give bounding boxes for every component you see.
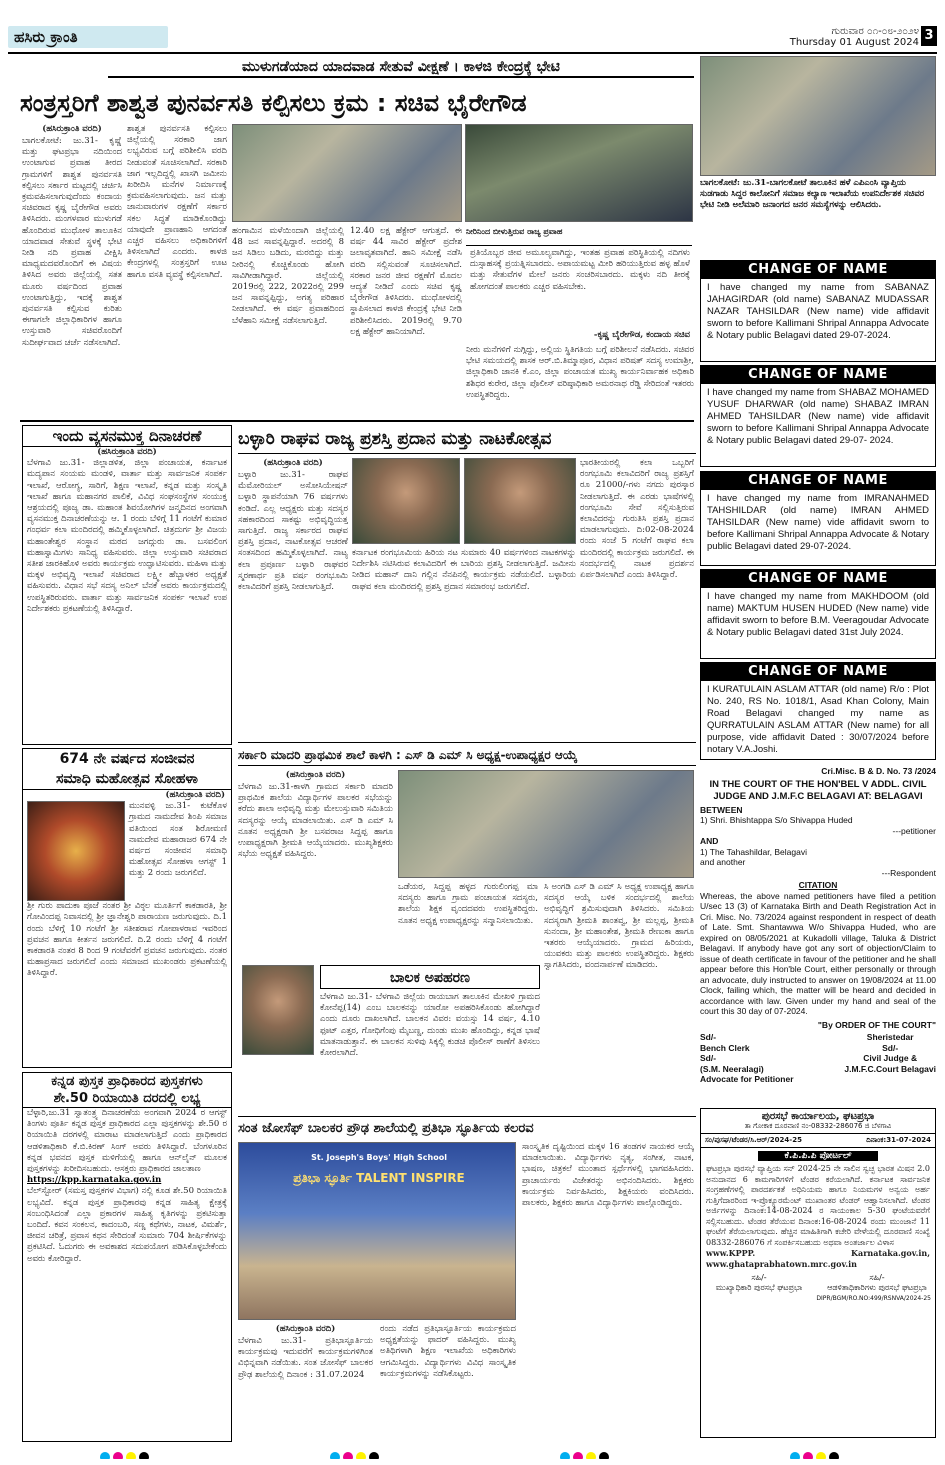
sidebox-signature: -ಕೃಷ್ಣ ಬೈರೇಗೌಡ, ಕಂದಾಯ ಸಚಿವ <box>593 330 690 340</box>
ad-head: CHANGE OF NAME <box>701 366 935 384</box>
tender-sign-right <box>827 1273 927 1293</box>
kidnap-photo <box>242 965 314 1055</box>
talent-col1: ಬೆಳಗಾವಿ ಜು.31- ಪ್ರತಿಭಾಸ್ಫೂರ್ತಿಯ ಕಾರ್ಯಕ್ರಮವು ಇದುವರೆಗೆ ಕಾರ್ಯಕ್ರಮಗಳಿಗಿಂತ ವಿಭಿನ್ನವಾಗಿ ನಡೆಯಿತು. ಸಂತ ಜೋಸೆಫ್ ಬಾಲಕರ ಪ್ರೌಢ ಶಾಲೆಯಲ್ಲಿ ದಿನಾಂಕ : 31.07.2024 <box>238 1336 373 1380</box>
lead-photo-2 <box>465 124 693 222</box>
kidnap-box <box>242 965 540 1060</box>
court-civil: Civil Judge & <box>863 1053 918 1063</box>
court-sd1: Sd/- <box>700 1032 717 1042</box>
addiction-dateline: (ಹಸಿರುಕ್ರಾಂತಿ ವರದಿ) <box>97 447 157 457</box>
kidnap-text: ಬೆಳಗಾವಿ ಜು.31- ಬೆಳಗಾವಿ ಜಿಲ್ಲೆಯ ರಾಯಬಾಗ ತಾಲೂಕಿನ ಮೇಖಳಿ ಗ್ರಾಮದ ಕೋನೆಪ್ಪ(14) ಎಂಬ ಬಾಲಕನನ್ನು ಯಾರೋ ಅಪಹರಿಸಿಕೊಂಡು ಹೋಗಿದ್ದಾರೆ ಎಂದು ದೂರು ದಾಖಲಾಗಿದೆ. ಬಾಲಕನ ವಿವರ: ವಯಸ್ಸು 14 ವರ್ಷ, 4.10 ಫೂಟ್ ಎತ್ತರ, ಗೋಧಿಗೆಂಪು ಮೈಬಣ್ಣ, ದುಂಡು ಮುಖ ಹೊಂದಿದ್ದು, ಕನ್ನಡ ಭಾಷೆ ಮಾತನಾಡುತ್ತಾನೆ. ಈ ಬಾಲಕನ ಸುಳಿವು ಸಿಕ್ಕಲ್ಲಿ ಕುಡಚಿ ಪೊಲೀಸ್ ಠಾಣೆಗೆ ತಿಳಿಸಲು ಕೋರಲಾಗಿದೆ. <box>320 992 540 1059</box>
tender-officer-left: ಮುಖ್ಯಾಧಿಕಾರಿ ಪುರಸಭೆ ಘಟಪ್ರಭಾ <box>715 1283 803 1292</box>
deity-photo <box>27 801 125 901</box>
court-clerk-name: (S.M. Neeralagi) <box>700 1063 764 1074</box>
court-sign-left <box>700 1032 794 1085</box>
cmyk-dot <box>139 1452 149 1459</box>
lead-col2: ಶಾಶ್ವತ ಪುನರ್ವಸತಿ ಕಲ್ಪಿಸಲು ಜಿಲ್ಲೆಯಲ್ಲಿ ಸರಕಾರಿ ಜಾಗ ಲಭ್ಯವಿರುವ ಬಗ್ಗೆ ಪರಿಶೀಲಿಸಿ ವರದಿ ನೀಡುವಂತೆ ಸೂಚಿಸಲಾಗಿದೆ. ಸರಕಾರಿ ಜಾಗ ಇಲ್ಲದಿದ್ದಲ್ಲಿ ಖಾಸಗಿ ಜಮೀನು ಖರೀದಿಸಿ ಮನೆಗಳ ನಿರ್ಮಾಣಕ್ಕೆ ಕ್ರಮವಹಿಸಲಾಗುವುದು. ಜನ ಮತ್ತು ಜಾನುವಾರುಗಳ ರಕ್ಷಣೆಗೆ ಸರ್ಕಾರ ಸಕಲ ಸಿದ್ಧತೆ ಮಾಡಿಕೊಂಡಿದ್ದು ಯಾವುದೇ ಪ್ರಾಣಹಾನಿ ಆಗದಂತೆ ಎಚ್ಚರ ವಹಿಸಲು ಅಧಿಕಾರಿಗಳಿಗೆ ತಿಳಿಸಲಾಗಿದೆ ಎಂದರು. ಕಾಳಜಿ ಕೇಂದ್ರಗಳಲ್ಲಿ ಸಂತ್ರಸ್ತರಿಗೆ ಊಟ ಹಾಗೂ ವಸತಿ ವ್ಯವಸ್ಥೆ ಕಲ್ಪಿಸಲಾಗಿದೆ. <box>127 124 227 280</box>
lead-photo-1 <box>232 124 462 222</box>
ad-body: I have changed my name from IMRANAHMED TAHSHILDAR (old name) IMRAN AHMED TAHSILDAR (New name) vide affidavit sworn to before Kallimani Shripal Annappa Advocate & Notary public Belagavi dated 29-07-2024. <box>707 493 929 552</box>
tender-sign-left <box>709 1273 809 1293</box>
court-citation: Whereas, the above named petitioners have filed a petition U/sec 13 (3) of Karnataka Birth and Death Registration Act in Cri. Misc. No. 73/2024 against respondent in respect of death of Late. Smt. Shantawwa W/o Shivappa Huded, who are expired on 08/05/2021 at Kukadolli village, Taluka & District Belagavi. If anybody have got any sort of objection/Claim to issue of death certificate in favour of the petitioner and he shall appear before this Hon'ble Court, either personally or through an advocate, duly instructed to answer on 19/08/2024 at 11.00 Clock, failing which, the matter will be heard and decided in accordance with law. Given under my hand and seal of the court this 30 day of 07-2024. <box>700 890 936 1016</box>
court-between: BETWEEN <box>700 804 743 815</box>
page-number: 3 <box>921 26 937 46</box>
cmyk-dot <box>126 1452 136 1459</box>
ad-head: CHANGE OF NAME <box>701 472 935 490</box>
masthead-title: ಹಸಿರು ಕ್ರಾಂತಿ <box>8 26 168 48</box>
court-sd2: Sd/- <box>700 1053 717 1063</box>
addiction-headline: ಇಂದು ವ್ಯಸನಮುಕ್ತ ದಿನಾಚರಣೆ <box>23 426 231 447</box>
talent-banner-2: ಪ್ರತಿಭಾ ಸ್ಫೂರ್ತಿ TALENT INSPIRE <box>293 1171 465 1185</box>
ad-body: I KURATULAIN ASLAM ATTAR (old name) R/o : Plot No. 240, RS No. 1018/1, Asad Khan Colony, Main Road Belagavi changed my name as QURRATULAIN ASLAM ATTAR (New name) for all purpose, vide affidavit Dated : 30/07/2024 before notary V.A.Joshi. <box>707 684 929 755</box>
court-petitioner: 1) Shri. Bhishtappa S/o Shivappa Huded <box>700 815 853 825</box>
court-petitioner-tag: ---petitioner <box>892 825 936 836</box>
addiction-text: ಬೆಳಗಾವಿ ಜು.31- ಜಿಲ್ಲಾಡಳಿತ, ಜಿಲ್ಲಾ ಪಂಚಾಯತ, ಕರ್ನಾಟಕ ಮದ್ಯಪಾನ ಸಂಯಮ ಮಂಡಳಿ, ವಾರ್ತಾ ಮತ್ತು ಸಾರ್ವಜನಿಕ ಸಂಪರ್ಕ ಇಲಾಖೆ, ಆರೋಗ್ಯ, ಸಾರಿಗೆ, ಶಿಕ್ಷಣ ಇಲಾಖೆ, ಕನ್ನಡ ಮತ್ತು ಸಂಸ್ಕೃತಿ ಇಲಾಖೆ ಹಾಗೂ ಮಹಾನಗರ ಪಾಲಿಕೆ, ವಿವಿಧ ಸಂಘಸಂಸ್ಥೆಗಳ ಸಂಯುಕ್ತ ಆಶ್ರಯದಲ್ಲಿ ಪೂಜ್ಯ ಡಾ. ಮಹಾಂತ ಶಿವಯೋಗಿಗಳ ಜನ್ಮದಿನದ ಅಂಗವಾಗಿ ವ್ಯಸನಮುಕ್ತ ದಿನಾಚರಣೆಯನ್ನು ಆ. 1 ರಂದು ಬೆಳಿಗ್ಗೆ 11 ಗಂಟೆಗೆ ಕುಮಾರ ಗಂಧರ್ವ ಕಲಾ ಮಂದಿರದಲ್ಲಿ ಹಮ್ಮಿಕೊಳ್ಳಲಾಗಿದೆ. ಚಿತ್ರದುರ್ಗ ಶ್ರೀ ವಿಜಯ ಮಹಾಂತೇಶ್ವರ ಸಂಸ್ಥಾನ ಮಠದ ಜಗದ್ಗುರು ಡಾ. ಬಸವಲಿಂಗ ಮಹಾಸ್ವಾಮಿಗಳು ಸಾನಿಧ್ಯ ವಹಿಸುವರು. ಜಿಲ್ಲಾ ಉಸ್ತುವಾರಿ ಸಚಿವರಾದ ಸತೀಶ ಜಾರಕಿಹೊಳಿ ಅವರು ಕಾರ್ಯಕ್ರಮ ಉದ್ಘಾಟಿಸುವರು. ಮಹಿಳಾ ಮತ್ತು ಮಕ್ಕಳ ಅಭಿವೃದ್ಧಿ ಇಲಾಖೆ ಸಚಿವರಾದ ಲಕ್ಷ್ಮೀ ಹೆಬ್ಬಾಳಕರ ಅಧ್ಯಕ್ಷತೆ ವಹಿಸುವರು. ವಿಧಾನ ಸಭೆ ಸದಸ್ಯ ಅನಿಲ್ ಬೆನಕೆ ಅವರು ಕಾರ್ಯಕ್ರಮದಲ್ಲಿ ಉಪಸ್ಥಿತರಿರುವರು. ವಾರ್ತಾ ಮತ್ತು ಸಾರ್ವಜನಿಕ ಸಂಪರ್ಕ ಇಲಾಖೆ ಉಪ ನಿರ್ದೇಶಕರು ಪ್ರಕಟಣೆಯಲ್ಲಿ ತಿಳಿಸಿದ್ದಾರೆ. <box>27 458 227 614</box>
court-respondent-tag: ---Respondent <box>881 867 936 878</box>
ad-change-of-name-2 <box>700 365 936 467</box>
ad-head: CHANGE OF NAME <box>701 663 935 681</box>
ad-body: I have changed my name from MAKHDOOM (old name) MAKTUM HUSEN HUDED (New name) vide affidavit sworn to before B.M. Veeragoudar Advocate & Notary public Belagavi dated 31st July 2024. <box>707 591 929 638</box>
books-text: ಬೆಳ್ಳಾರಿ,ಜು.31 ಸ್ವಾತಂತ್ರ್ಯ ದಿನಾಚರಣೆಯ ಅಂಗವಾಗಿ 2024 ರ ಆಗಸ್ಟ್ ತಿಂಗಳು ಪೂರ್ತಿ ಕನ್ನಡ ಪುಸ್ತಕ ಪ್ರಾಧಿಕಾರದ ಎಲ್ಲಾ ಪುಸ್ತಕಗಳನ್ನು ಶೇ.50 ರ ರಿಯಾಯಿತಿ ದರಗಳಲ್ಲಿ ಮಾರಾಟ ಮಾಡಲಾಗುತ್ತಿದೆ ಎಂದು ಪ್ರಾಧಿಕಾರದ ಆಡಳಿತಾಧಿಕಾರಿ ಕೆ.ಬಿ.ಕಿರಣ್ ಸಿಂಗ್ ಅವರು ತಿಳಿಸಿದ್ದಾರೆ. ಬೆಂಗಳೂರಿನ ಕನ್ನಡ ಭವನದ ಪುಸ್ತಕ ಮಳಿಗೆಯಲ್ಲಿ ಹಾಗೂ ಆನ್‌ಲೈನ್ ಮೂಲಕ ಪುಸ್ತಕಗಳನ್ನು ಖರೀದಿಸಬಹುದು. ಆಸಕ್ತರು ಪ್ರಾಧಿಕಾರದ ಜಾಲತಾಣ <box>27 1108 227 1175</box>
award-col1: ಬಳ್ಳಾರಿ ಜು.31- ರಾಘವ ಮೆಮೋರಿಯಲ್ ಅಸೋಸಿಯೇಷನ್ ಬಳ್ಳಾರಿ ಸ್ಥಾಪನೆಯಾಗಿ 76 ವರ್ಷಗಳು ಕಂಡಿದೆ. ಎಲ್ಲ ಆಧ್ಯಕ್ಷರು ಮತ್ತು ಸದಸ್ಯರ ಸಹಕಾರದಿಂದ ಸಾಕಷ್ಟು ಅಭಿವೃದ್ಧಿಯತ್ತ ಸಾಗುತ್ತಿದೆ. ರಾಜ್ಯ ಸರ್ಕಾರದ ರಾಘವ ಪ್ರಶಸ್ತಿ ಪ್ರದಾನ, ನಾಟಕೋತ್ಸವ ಆಚರಣೆ ಸಂತಸದಿಂದ ಹಮ್ಮಿಕೊಳ್ಳಲಾಗಿದೆ. ನಾಟ್ಯ ಕಲಾ ಪ್ರಪೂರ್ಣ ಬಳ್ಳಾರಿ ರಾಘವರ ಸ್ಮರಣಾರ್ಥ ಪ್ರತಿ ವರ್ಷ ರಂಗಭೂಮಿ ಕಲಾವಿದರಿಗೆ ಪ್ರಶಸ್ತಿ ನೀಡಲಾಗುತ್ತಿದೆ. <box>238 470 348 593</box>
talent-col3: ಸಾಂಸ್ಕೃತಿಕ ದೃಷ್ಟಿಯಿಂದ ಮಕ್ಕಳ 16 ತಂಡಗಳ ನಾಯಕರ ಆಯ್ಕೆ ಮಾಡಲಾಯಿತು. ವಿದ್ಯಾರ್ಥಿಗಳು ನೃತ್ಯ, ಸಂಗೀತ, ನಾಟಕ, ಭಾಷಣ, ಚಿತ್ರಕಲೆ ಮುಂತಾದ ಸ್ಪರ್ಧೆಗಳಲ್ಲಿ ಭಾಗವಹಿಸಿದರು. ಪ್ರಾಚಾರ್ಯರು ವಿಜೇತರನ್ನು ಅಭಿನಂದಿಸಿದರು. ಶಿಕ್ಷಕರು ಕಾರ್ಯಕ್ರಮ ನಿರ್ವಹಿಸಿದರು, ಶಿಕ್ಷಕಿಯರು ವಂದಿಸಿದರು. ಪಾಲಕರು, ಶಿಕ್ಷಕರು ಹಾಗೂ ವಿದ್ಯಾರ್ಥಿಗಳು ಪಾಲ್ಗೊಂಡಿದ್ದರು. <box>522 1142 694 1209</box>
tender-office: ಪುರಸಭೆ ಕಾರ್ಯಾಲಯ, ಘಟಪ್ರಭಾ <box>761 1111 875 1122</box>
tender-web: www.KPPP. Karnataka.gov.in, www.ghataprabhatown.mrc.gov.in <box>706 1248 930 1269</box>
sidebox-text: ಪ್ರತಿಯೊಬ್ಬರ ಜೀವ ಅಮೂಲ್ಯವಾಗಿದ್ದು, ಇಂತಹ ಪ್ರವಾಹ ಪರಿಸ್ಥಿತಿಯಲ್ಲಿ ನದಿಗಳು ದುಸ್ಸಾಹಸಕ್ಕೆ ಪ್ರಯತ್ನಿಸಬಾರದು. ಅಪಾಯಮಟ್ಟ ಮೀರಿ ಹರಿಯುತ್ತಿರುವ ಹಳ್ಳ ಹೊಳೆ ಮತ್ತು ಸೇತುವೆಗಳ ಮೇಲೆ ಜನರು ಸಂಚರಿಸಬಾರದು. ಮಕ್ಕಳು ನದಿ ತೀರಕ್ಕೆ ಹೋಗದಂತೆ ಪಾಲಕರು ಎಚ್ಚರ ವಹಿಸಬೇಕು. <box>470 248 690 292</box>
tender-sd-left: ಸಹಿ/- <box>751 1273 767 1282</box>
tender-sign-row <box>701 1269 935 1293</box>
samadhi-headline-2: ಸಮಾಧಿ ಮಹೋತ್ಸವ ಸೋಹಳಾ <box>23 769 231 790</box>
tender-body: ಘಟಪ್ರಭಾ ಪುರಸಭೆ ವ್ಯಾಪ್ತಿಯ ಸನ್ 2024-25 ನೇ ಸಾಲಿನ ಸ್ವಚ್ಛ ಭಾರತ ಮಿಷನ 2.0 ಅನುದಾನದ 6 ಕಾಮಗಾರಿಗಳಿಗೆ ಟೆಂಡರ ಕರೆಯಲಾಗಿದೆ. ಕರ್ನಾಟಕ ಸಾರ್ವಜನಿಕ ಸಂಗ್ರಹಣೆಗಳಲ್ಲಿ ಪಾರದರ್ಶಕತೆ ಅಧಿನಿಯಮ ಹಾಗೂ ನಿಯಮಗಳ ಅನ್ವಯ ಅರ್ಹ ಗುತ್ತಿಗೆದಾರರಿಂದ ಇ-ಪ್ರೊಕ್ಯೂರಮೆಂಟ್ ಮುಖಾಂತರ ಟೆಂಡರ್ ಆಹ್ವಾನಿಸಲಾಗಿದೆ. ಟೆಂಡರ ಅರ್ಜಿಗಳನ್ನು ದಿನಾಂಕ:14-08-2024 ರ ಸಾಯಂಕಾಲ 5-30 ಘಂಟೆಯವರೆಗೆ ಸಲ್ಲಿಸಬಹುದು. ಟೆಂಡರ ತೆರೆಯುವ ದಿನಾಂಕ:16-08-2024 ರಂದು ಮುಂಜಾನೆ 11 ಘಂಟೆಗೆ ತೆರೆಯಲಾಗುವುದು. ಹೆಚ್ಚಿನ ಮಾಹಿತಿಗಾಗಿ ಕಚೇರಿ ವೇಳೆಯಲ್ಲಿ ದೂರವಾಣಿ ಸಂಖ್ಯೆ 08332-286076 ಗೆ ಸಂಪರ್ಕಿಸಬಹುದು ಅಥವಾ ಅಂತರ್ಜಾಲ ವಿಳಾಸ <box>706 1164 930 1247</box>
award-photo-2 <box>464 458 576 544</box>
books-headline-2: ಶೇ.50 ರಿಯಾಯಿತಿ ದರದಲ್ಲಿ ಲಭ್ಯ <box>23 1090 231 1108</box>
school-photo <box>398 770 694 878</box>
award-col2: ಕರ್ನಾಟಕ ರಂಗಭೂಮಿಯ ಹಿರಿಯ ನಟ ಸುಮಾರು 40 ವರ್ಷಗಳಿಂದ ನಾಟಕಗಳನ್ನು ನಿರ್ದೇಶಿಸಿ ನಟಿಸಿರುವ ಕಲಾವಿದರಿಗೆ ಈ ಬಾರಿಯ ಪ್ರಶಸ್ತಿ ನೀಡಲಾಗುತ್ತಿದೆ. ಜಮೀನು ನೀಡಿದ ಮಹಾನ್ ದಾನಿ ಗಲ್ಲಿನ ನೆನಪಿನಲ್ಲಿ ಕಾರ್ಯಕ್ರಮ ನಡೆಯಲಿದೆ. ಬಳ್ಳಾರಿಯ ರಾಘವ ಕಲಾ ಮಂದಿರದಲ್ಲಿ ಪ್ರಶಸ್ತಿ ಪ್ರದಾನ ಸಮಾರಂಭ ಜರುಗಲಿದೆ. <box>352 548 576 592</box>
talent-headline: ಸಂತ ಜೋಸೆಫ್ ಬಾಲಕರ ಪ್ರೌಢ ಶಾಲೆಯಲ್ಲಿ ಪ್ರತಿಭಾ ಸ್ಫೂರ್ತಿಯ ಕಲರವ <box>238 1116 696 1140</box>
ad-head: CHANGE OF NAME <box>701 570 935 588</box>
court-sd3: Sd/- <box>882 1042 899 1053</box>
cmyk-dot <box>100 1452 110 1459</box>
award-dateline: (ಹಸಿರುಕ್ರಾಂತಿ ವರದಿ) <box>263 458 323 468</box>
books-headline-1: ಕನ್ನಡ ಪುಸ್ತಕ ಪ್ರಾಧಿಕಾರದ ಪುಸ್ತಕಗಳು <box>51 1074 203 1089</box>
school-col2: ಒಡೆಯರ, ಸಿದ್ದಪ್ಪ ಹಳ್ಳದ ಗುರುಲಿಂಗಪ್ಪ ಮಾ ಸದಸ್ಯರು ಹಾಗೂ ಗ್ರಾಮ ಪಂಚಾಯತ ಸದಸ್ಯರು, ಶಾಲೆಯ ಶಿಕ್ಷಕ ವೃಂದದವರು ಉಪಸ್ಥಿತರಿದ್ದರು. ನೂತನ ಅಧ್ಯಕ್ಷ ಉಪಾಧ್ಯಕ್ಷರನ್ನು ಸನ್ಮಾನಿಸಲಾಯಿತು. <box>398 882 538 926</box>
tender-title: ಕೆ.ಪಿ.ಪಿ.ಪಿ ಪೋರ್ಟಲ್ <box>758 1151 878 1161</box>
colony-photo <box>700 56 936 176</box>
lead-headline: ಸಂತ್ರಸ್ತರಿಗೆ ಶಾಶ್ವತ ಪುನರ್ವಸತಿ ಕಲ್ಪಿಸಲು ಕ್ರಮ : ಸಚಿವ ಭೈರೇಗೌಡ <box>20 89 527 117</box>
ad-body: I have changed my name from SABANAZ JAHAGIRDAR (old name) SABANAZ MUDASSAR NAZAR TAHSILDAR (New name) vide affidavit sworn to before Kallimani Shripal Annappa Advocate & Notary public Belagavi dated 29-07-2024. <box>707 282 929 341</box>
tender-ref-row <box>701 1134 935 1148</box>
lead-col5: ನೀರು ಮನೆಗಳಿಗೆ ನುಗ್ಗಿದ್ದು, ಅಲ್ಲಿಯ ಸ್ಥಿತಿಗತಿಯ ಬಗ್ಗೆ ಪರಿಶೀಲನೆ ನಡೆಸಿದರು. ಸಚಿವರ ಭೇಟಿ ಸಮಯದಲ್ಲಿ ಶಾಸಕ ಆರ್.ಬಿ.ತಿಮ್ಮಾಪೂರ, ವಿಧಾನ ಪರಿಷತ್ ಸದಸ್ಯ ಉಮಾಶ್ರೀ, ಜಿಲ್ಲಾಧಿಕಾರಿ ಜಾನಕಿ ಕೆ.ಎಂ, ಜಿಲ್ಲಾ ಪಂಚಾಯತ ಮುಖ್ಯ ಕಾರ್ಯನಿರ್ವಾಹಕ ಅಧಿಕಾರಿ ಶಶಿಧರ ಕುರೇರ, ಜಿಲ್ಲಾ ಪೊಲೀಸ್ ವರಿಷ್ಠಾಧಿಕಾರಿ ಅಮರನಾಥ ರೆಡ್ಡಿ ಸೇರಿದಂತೆ ಇತರರು ಉಪಸ್ಥಿತರಿದ್ದರು. <box>466 345 694 400</box>
cmyk-dot <box>113 1452 123 1459</box>
court-case-no: Cri.Misc. B & D. No. 73 /2024 <box>821 766 936 776</box>
court-citation-head: CITATION <box>798 880 838 890</box>
tender-ref-small: DIPR/BGM/RO.NO:499/RSNVA/2024-25 <box>816 1295 931 1302</box>
samadhi-dateline: (ಹಸಿರುಕ್ರಾಂತಿ ವರದಿ) <box>165 790 225 800</box>
lead-col1: ಬಾಗಲಕೋಟೆ: ಜು.31- ಕೃಷ್ಣೆ ಮತ್ತು ಘಟಪ್ರಭಾ ನದಿಯಿಂದ ಉಂಟಾಗುವ ಪ್ರವಾಹ ತೀರದ ಗ್ರಾಮಗಳಿಗೆ ಶಾಶ್ವತ ಪುನರ್ವಸತಿ ಕಲ್ಪಿಸಲು ಸರ್ಕಾರ ಮಟ್ಟದಲ್ಲಿ ಚರ್ಚಿಸಿ ಕ್ರಮವಹಿಸಲಾಗುವುದೆಂದು ಕಂದಾಯ ಸಚಿವರಾದ ಕೃಷ್ಣ ಬೈರೇಗೌಡ ಅವರು ತಿಳಿಸಿದರು. ಮಂಗಳವಾರ ಮುಳುಗಡೆ ಹೊಂದಿರುವ ಮುಧೋಳ ತಾಲೂಕಿನ ಯಾದವಾಡ ಸೇತುವೆ ಸ್ಥಳಕ್ಕೆ ಭೇಟಿ ನೀಡಿ ನದಿ ಪ್ರವಾಹ ವೀಕ್ಷಿಸಿ ಮಾಧ್ಯಮದವರೊಂದಿಗೆ ಈ ವಿಷಯ ತಿಳಿಸಿದ ಅವರು ಜಿಲ್ಲೆಯಲ್ಲಿ ಸತತ ಮೂರು ವರ್ಷದಿಂದ ಪ್ರವಾಹ ಉಂಟಾಗುತ್ತಿದ್ದು, ಇದಕ್ಕೆ ಶಾಶ್ವತ ಪುನರ್ವಸತಿ ಕಲ್ಪಿಸುವ ಕುರಿತು ಈಗಾಗಲೇ ಜಿಲ್ಲಾಧಿಕಾರಿಗಳ ಹಾಗೂ ಉಸ್ತುವಾರಿ ಸಚಿವರೊಂದಿಗೆ ಸುದೀರ್ಘವಾದ ಚರ್ಚೆ ನಡೆಸಲಾಗಿದೆ. <box>22 136 122 348</box>
date-kannada: ಗುರುವಾರ ೦೧-೦೮-೨೦೨೪ <box>831 26 919 37</box>
court-sign-row <box>700 1032 936 1085</box>
award-headline: ಬಳ್ಳಾರಿ ರಾಘವ ರಾಜ್ಯ ಪ್ರಶಸ್ತಿ ಪ್ರದಾನ ಮತ್ತು ನಾಟಕೋತ್ಸವ <box>238 424 696 454</box>
school-dateline: (ಹಸಿರುಕ್ರಾಂತಿ ವರದಿ) <box>285 770 346 780</box>
samadhi-text: ಶ್ರೀ ಗುರು ಪಾದುಕಾ ಪೂಜೆ ನಂತರ ಶ್ರೀ ವಿಠ್ಠಲ ಮೂರ್ತಿಗೆ ಕಾಕಡಾರತಿ, ಶ್ರೀ ಗೋವಿಂದಪ್ಪ ನಿವಾಸದಲ್ಲಿ ಶ್ರೀ ಜ್ಞಾನೇಶ್ವರಿ ಪಾರಾಯಣ ಜರುಗುವುದು. ದಿ.1 ರಂದು ಬೆಳಿಗ್ಗೆ 10 ಗಂಟೆಗೆ ಶ್ರೀ ಸತೀಶರಾವ ಗೋಪಾಳರಾವ ಇವರಿಂದ ಪ್ರವಚನ ಹಾಗೂ ಕೀರ್ತನ ಜರುಗಲಿದೆ. ದಿ.2 ರಂದು ಬೆಳಿಗ್ಗೆ 4 ಗಂಟೆಗೆ ಕಾಕಡಾರತಿ ನಂತರ 8 ರಿಂದ 9 ಗಂಟೆವರೆಗೆ ಪ್ರವಚನ ಜರುಗುವುದು. ನಂತರ ಮಹಾಪ್ರಸಾದ ಜರುಗಲಿದೆ ಎಂದು ಸಮಾಜದ ಮುಖಂಡರು ಪ್ರಕಟಣೆಯಲ್ಲಿ ತಿಳಿಸಿದ್ದಾರೆ. <box>27 901 227 979</box>
cmyk-dot <box>790 1452 800 1459</box>
court-order: "By ORDER OF THE COURT" <box>817 1019 936 1030</box>
cmyk-marks-right <box>790 1447 850 1459</box>
addiction-box <box>22 425 232 745</box>
cmyk-marks-center <box>330 1447 390 1459</box>
books-link[interactable]: https://kpp.karnataka.gov.in <box>27 1175 162 1186</box>
lead-col3: ಹಂಗಾಮಿನ ಮಳೆಯಿಂದಾಗಿ ಜಿಲ್ಲೆಯಲ್ಲಿ 48 ಜನ ಸಾವನ್ನಪ್ಪಿದ್ದಾರೆ. ಅದರಲ್ಲಿ 8 ಜನ ಸಿಡಿಲು ಬಡಿದು, ಮರಬಿದ್ದು ಮತ್ತು ನೀರಿನಲ್ಲಿ ಕೊಚ್ಚಿಕೊಂಡು ಹೋಗಿ ಸಾವಿಗೀಡಾಗಿದ್ದಾರೆ. ಜಿಲ್ಲೆಯಲ್ಲಿ 2019ರಲ್ಲಿ 222, 2022ರಲ್ಲಿ 299 ಜನ ಸಾವನ್ನಪ್ಪಿದ್ದು, ಅಗತ್ಯ ಪರಿಹಾರ ನೀಡಲಾಗಿದೆ. ಈ ವರ್ಷ ಪ್ರವಾಹದಿಂದ ಬೆಳೆಹಾನಿ ಸಮೀಕ್ಷೆ ನಡೆಸಲಾಗುತ್ತಿದೆ. <box>232 226 344 326</box>
court-respondent: 1) The Tahashildar, Belagavi and another <box>700 846 807 867</box>
tender-date: ದಿನಾಂಕ:31-07-2024 <box>866 1136 931 1144</box>
talent-photo <box>238 1142 516 1320</box>
cmyk-dot <box>369 1452 379 1459</box>
talent-banner: St. Joseph's Boys' High School <box>311 1153 447 1162</box>
books-box <box>22 1072 232 1442</box>
tender-sd-right: ಸಹಿ/- <box>869 1273 885 1282</box>
court-and: AND <box>700 836 719 846</box>
cmyk-dot <box>586 1452 596 1459</box>
cmyk-dot <box>343 1452 353 1459</box>
date-english: Thursday 01 August 2024 <box>789 37 919 48</box>
cmyk-dot <box>356 1452 366 1459</box>
ad-body: I have changed my name from SHABAZ MOHAMED YUSUF DHARWAR (old name) SHABAZ IMRAN AHMED TAHSILDAR (New name) vide affidavit sworn to before Kallimani Shripal Annappa Advocate & Notary public Belagavi dated 29-07- 2024. <box>707 387 929 446</box>
tender-sub: ತಾ ಗೋಕಾಕ ದೂರವಾಣಿ ನಂ-08332-286076 ಜಿ ಬೆಳಗಾವಿ <box>701 1122 935 1134</box>
award-col3: ಭಾರತೀಯರಲ್ಲಿ ಕಲಾ ಒಬ್ಬರಿಗೆ ರಂಗಭೂಮಿ ಕಲಾವಿದರಿಗೆ ರಾಜ್ಯ ಪ್ರಶಸ್ತಿಗೆ ರೂ 21000/-ಗಳು ನಗದು ಪುರಸ್ಕಾರ ನೀಡಲಾಗುತ್ತಿದೆ. ಈ ಎರಡು ಭಾಷೆಗಳಲ್ಲಿ ರಂಗಭೂಮಿ ಸೇವೆ ಸಲ್ಲಿಸುತ್ತಿರುವ ಕಲಾವಿದರನ್ನು ಗುರುತಿಸಿ ಪ್ರಶಸ್ತಿ ಪ್ರದಾನ ಮಾಡಲಾಗುವುದು. ದಿ:02-08-2024 ರಂದು ಸಂಜೆ 5 ಗಂಟೆಗೆ ರಾಘವ ಕಲಾ ಮಂದಿರದಲ್ಲಿ ಕಾರ್ಯಕ್ರಮ ಜರುಗಲಿದೆ. ಈ ಸಂದರ್ಭದಲ್ಲಿ ನಾಟಕ ಪ್ರದರ್ಶನ ಏರ್ಪಡಿಸಲಾಗಿದೆ ಎಂದು ತಿಳಿಸಿದ್ದಾರೆ. <box>580 458 694 581</box>
cmyk-marks-left <box>100 1447 160 1459</box>
talent-col2: ರಂದು ನಡೆದ ಪ್ರತಿಭಾಸ್ಫೂರ್ತಿಯ ಕಾರ್ಯಕ್ರಮದ ಅಧ್ಯಕ್ಷತೆಯನ್ನು ಫಾದರ್ ವಹಿಸಿದ್ದರು. ಮುಖ್ಯ ಅತಿಥಿಗಳಾಗಿ ಶಿಕ್ಷಣ ಇಲಾಖೆಯ ಅಧಿಕಾರಿಗಳು ಆಗಮಿಸಿದ್ದರು. ವಿದ್ಯಾರ್ಥಿಗಳು ವಿವಿಧ ಸಾಂಸ್ಕೃತಿಕ ಕಾರ್ಯಕ್ರಮಗಳನ್ನು ನಡೆಸಿಕೊಟ್ಟರು. <box>380 1324 516 1379</box>
ad-change-of-name-5 <box>700 662 936 760</box>
masthead-date <box>719 26 919 48</box>
ad-change-of-name-3 <box>700 471 936 566</box>
colony-photo-caption: ಬಾಗಲಕೋಟೆ: ಜು.31-ಬಾಗಲಕೋಟೆ ತಾಲೂಕಿನ ಹಳೆ ಎಪಿಎಂಸಿ ವ್ಯಾಪ್ತಿಯ ಸುಡಗಾಡು ಸಿದ್ದರ ಕಾಲೋನಿಗೆ ಸಮಾಜ ಕಲ್ಯಾಣ ಇಲಾಖೆಯ ಉಪನಿರ್ದೇಶಕ ಸಚಿವರ ಭೇಟಿ ನೀಡಿ ಅಲೆಮಾರಿ ಜನಾಂಗದ ಜನರ ಸಮಸ್ಯೆಗಳನ್ನು ಆಲಿಸಿದರು. <box>700 178 925 210</box>
ad-change-of-name-4 <box>700 569 936 659</box>
ad-change-of-name-1 <box>700 260 936 362</box>
cmyk-dot <box>816 1452 826 1459</box>
ad-head: CHANGE OF NAME <box>701 261 935 279</box>
cmyk-dot <box>560 1452 570 1459</box>
samadhi-top-row <box>23 801 231 901</box>
court-title: IN THE COURT OF THE HON'BEL V ADDL. CIVIL JUDGE AND J.M.F.C BELAGAVI AT: BELAGAVI <box>709 778 927 802</box>
lead-divider <box>20 420 694 422</box>
sidebox-head-wrap <box>466 226 692 246</box>
court-notice <box>700 766 936 1096</box>
lead-kicker: ಮುಳುಗಡೆಯಾದ ಯಾದವಾಡ ಸೇತುವೆ ವೀಕ್ಷಣೆ । ಕಾಳಜಿ ಕೇಂದ್ರಕ್ಕೆ ಭೇಟಿ <box>108 56 694 78</box>
court-sign-right <box>844 1032 936 1085</box>
court-bench: Bench Clerk <box>700 1042 750 1053</box>
court-jmfc: J.M.F.C.Court Belagavi <box>844 1063 936 1074</box>
cmyk-dot <box>573 1452 583 1459</box>
lead-dateline: (ಹಸಿರುಕ್ರಾಂತಿ ವರದಿ) <box>42 124 102 134</box>
talent-dateline: (ಹಸಿರುಕ್ರಾಂತಿ ವರದಿ) <box>275 1324 336 1334</box>
tender-officer-right: ಆಡಳಿತಾಧಿಕಾರಿಗಳು ಪುರಸಭೆ ಘಟಪ್ರಭಾ <box>827 1283 927 1292</box>
cmyk-dot <box>829 1452 839 1459</box>
school-col1: ಬೆಳಗಾವಿ ಜು.31-ಕಾಳಗಿ ಗ್ರಾಮದ ಸರ್ಕಾರಿ ಮಾದರಿ ಪ್ರಾಥಮಿಕ ಶಾಲೆಯ ವಿದ್ಯಾರ್ಥಿಗಳ ಪಾಲಕರ ಸಭೆಯನ್ನು ಕರೆದು ಶಾಲಾ ಅಭಿವೃದ್ಧಿ ಮತ್ತು ಮೇಲುಸ್ತುವಾರಿ ಸಮಿತಿಯ ಸದಸ್ಯರನ್ನು ಆಯ್ಕೆ ಮಾಡಲಾಯಿತು. ಎಸ್ ಡಿ ಎಮ್ ಸಿ ನೂತನ ಅಧ್ಯಕ್ಷರಾಗಿ ಶ್ರೀ ಬಸವರಾಜ ಸಿದ್ದಪ್ಪ ಹಾಗೂ ಉಪಾಧ್ಯಕ್ಷರಾಗಿ ಶ್ರೀಮತಿ ಆಯ್ಕೆಯಾದರು. ಮುಖ್ಯಶಿಕ್ಷಕರು ಸಭೆಯ ಅಧ್ಯಕ್ಷತೆ ವಹಿಸಿದ್ದರು. <box>238 782 393 860</box>
school-col3: ಸಿ ಅಂಗಡಿ ಎಸ್ ಡಿ ಎಮ್ ಸಿ ಅಧ್ಯಕ್ಷ ಉಪಾಧ್ಯಕ್ಷ ಹಾಗೂ ಸದಸ್ಯರ ಆಯ್ಕೆ ಬಳಿಕ ಸಂದರ್ಭದಲ್ಲಿ ಶಾಲೆಯ ಅಭಿವೃದ್ಧಿಗೆ ಶ್ರಮಿಸುವುದಾಗಿ ತಿಳಿಸಿದರು. ಸಮಿತಿಯ ಸದಸ್ಯರಾಗಿ ಶ್ರೀಮತಿ ಶಾಂತವ್ವ, ಶ್ರೀ ಮಲ್ಲಪ್ಪ, ಶ್ರೀಮತಿ ಸುನಂದಾ, ಶ್ರೀ ಮಹಾಂತೇಶ, ಶ್ರೀಮತಿ ರೇಣುಕಾ ಹಾಗೂ ಇತರರು ಆಯ್ಕೆಯಾದರು. ಗ್ರಾಮದ ಹಿರಿಯರು, ಯುವಕರು ಮತ್ತು ಪಾಲಕರು ಉಪಸ್ಥಿತರಿದ್ದರು. ಶಿಕ್ಷಕರು ಸ್ವಾಗತಿಸಿದರು, ವಂದನಾರ್ಪಣೆ ಮಾಡಿದರು. <box>544 882 694 971</box>
court-sheristedar: Sheristedar <box>866 1032 914 1042</box>
cmyk-dot <box>330 1452 340 1459</box>
tender-ref: ಸಂ/ಪುಸಘ/ಟೆಂಡರ/ಸಿ.ಆರ್/2024-25 <box>705 1136 802 1144</box>
kidnap-headline: ಬಾಲಕ ಅಪಹರಣ <box>320 965 540 989</box>
cmyk-marks-center-right <box>560 1447 620 1459</box>
school-headline: ಸರ್ಕಾರಿ ಮಾದರಿ ಪ್ರಾಥಮಿಕ ಶಾಲೆ ಕಾಳಗಿ : ಎಸ್ ಡಿ ಎಮ್ ಸಿ ಅಧ್ಯಕ್ಷ-ಉಪಾಧ್ಯಕ್ಷರ ಆಯ್ಕೆ <box>238 742 696 766</box>
tender-notice <box>700 1108 936 1438</box>
samadhi-text-side: ಮುನವಳ್ಳಿ ಜು.31- ಕುಟೆಕೊಳ ಗ್ರಾಮದ ನಾಮದೇವ ಶಿಂಪಿ ಸಮಾಜ ವತಿಯಿಂದ ಸಂತ ಶಿರೋಮಣಿ ನಾಮದೇವ ಮಹಾರಾಜರ 674 ನೇ ವರ್ಷದ ಸಂಜೀವನ ಸಮಾಧಿ ಮಹೋತ್ಸವ ಸೋಹಳಾ ಆಗಸ್ಟ್ 1 ಮತ್ತು 2 ರಂದು ಜರುಗಲಿದೆ. <box>129 801 227 879</box>
sidebox-head: ನೀರಿನಿಂದ ಬೀಳುತ್ತಿರುವ ರಾಜ್ಯ ಪ್ರವಾಹ <box>466 226 563 236</box>
samadhi-box <box>22 748 232 1068</box>
cmyk-dot <box>599 1452 609 1459</box>
lead-col4: 12.40 ಲಕ್ಷ ಹೆಕ್ಟೇರ್ ಆಗುತ್ತದೆ. ಈ ವರ್ಷ 44 ಸಾವಿರ ಹೆಕ್ಟೇರ್ ಪ್ರದೇಶ ಜಲಾವೃತವಾಗಿದೆ. ಹಾನಿ ಸಮೀಕ್ಷೆ ನಡೆಸಿ ವರದಿ ಸಲ್ಲಿಸುವಂತೆ ಸೂಚಿಸಲಾಗಿದೆ. ಸರಕಾರ ಜನರ ಜೀವ ರಕ್ಷಣೆಗೆ ಮೊದಲ ಆದ್ಯತೆ ನೀಡಿದೆ ಎಂದು ಸಚಿವ ಕೃಷ್ಣ ಬೈರೇಗೌಡ ತಿಳಿಸಿದರು. ಮುಧೋಳದಲ್ಲಿ ಸ್ಥಾಪಿಸಲಾದ ಕಾಳಜಿ ಕೇಂದ್ರಕ್ಕೆ ಭೇಟಿ ನೀಡಿ ಪರಿಶೀಲಿಸಿದರು. 2019ರಲ್ಲಿ 9.70 ಲಕ್ಷ ಹೆಕ್ಟೇರ್ ಹಾನಿಯಾಗಿದೆ. <box>350 226 462 337</box>
award-photo-1 <box>352 458 460 544</box>
court-advocate: Advocate for Petitioner <box>700 1074 794 1084</box>
cmyk-dot <box>803 1452 813 1459</box>
samadhi-headline-1: 674 ನೇ ವರ್ಷದ ಸಂಜೀವನ <box>59 751 195 767</box>
books-text-2: ಬೆಲ್‌ಸ್ಟೋರ್ (ಸಮಸ್ತ ಪುಸ್ತಕಗಳ ವಿಭಾಗ) ನಲ್ಲಿ ಕೂಡ ಶೇ.50 ರಿಯಾಯಿತಿ ಲಭ್ಯವಿದೆ. ಕನ್ನಡ ಪುಸ್ತಕ ಪ್ರಾಧಿಕಾರವು ಕನ್ನಡ ಸಾಹಿತ್ಯ ಕ್ಷೇತ್ರಕ್ಕೆ ಸಂಬಂಧಿಸಿದಂತೆ ಎಲ್ಲಾ ಪ್ರಕಾರಗಳ ಸಾಹಿತ್ಯ ಕೃತಿಗಳನ್ನು ಪ್ರಕಟಿಸುತ್ತಾ ಬಂದಿದೆ. ಕವನ ಸಂಕಲನ, ಕಾದಂಬರಿ, ಸಣ್ಣ ಕಥೆಗಳು, ನಾಟಕ, ವಿಮರ್ಶೆ, ಜೀವನ ಚರಿತ್ರೆ, ಪ್ರವಾಸ ಕಥನ ಸೇರಿದಂತೆ ಸುಮಾರು 704 ಶೀರ್ಷಿಕೆಗಳನ್ನು ಪ್ರಕಟಿಸಿದೆ. ಓದುಗರು ಈ ಅವಕಾಶದ ಸದುಪಯೋಗ ಪಡಿಸಿಕೊಳ್ಳಬೇಕೆಂದು ಅವರು ಕೋರಿದ್ದಾರೆ. <box>27 1186 227 1264</box>
